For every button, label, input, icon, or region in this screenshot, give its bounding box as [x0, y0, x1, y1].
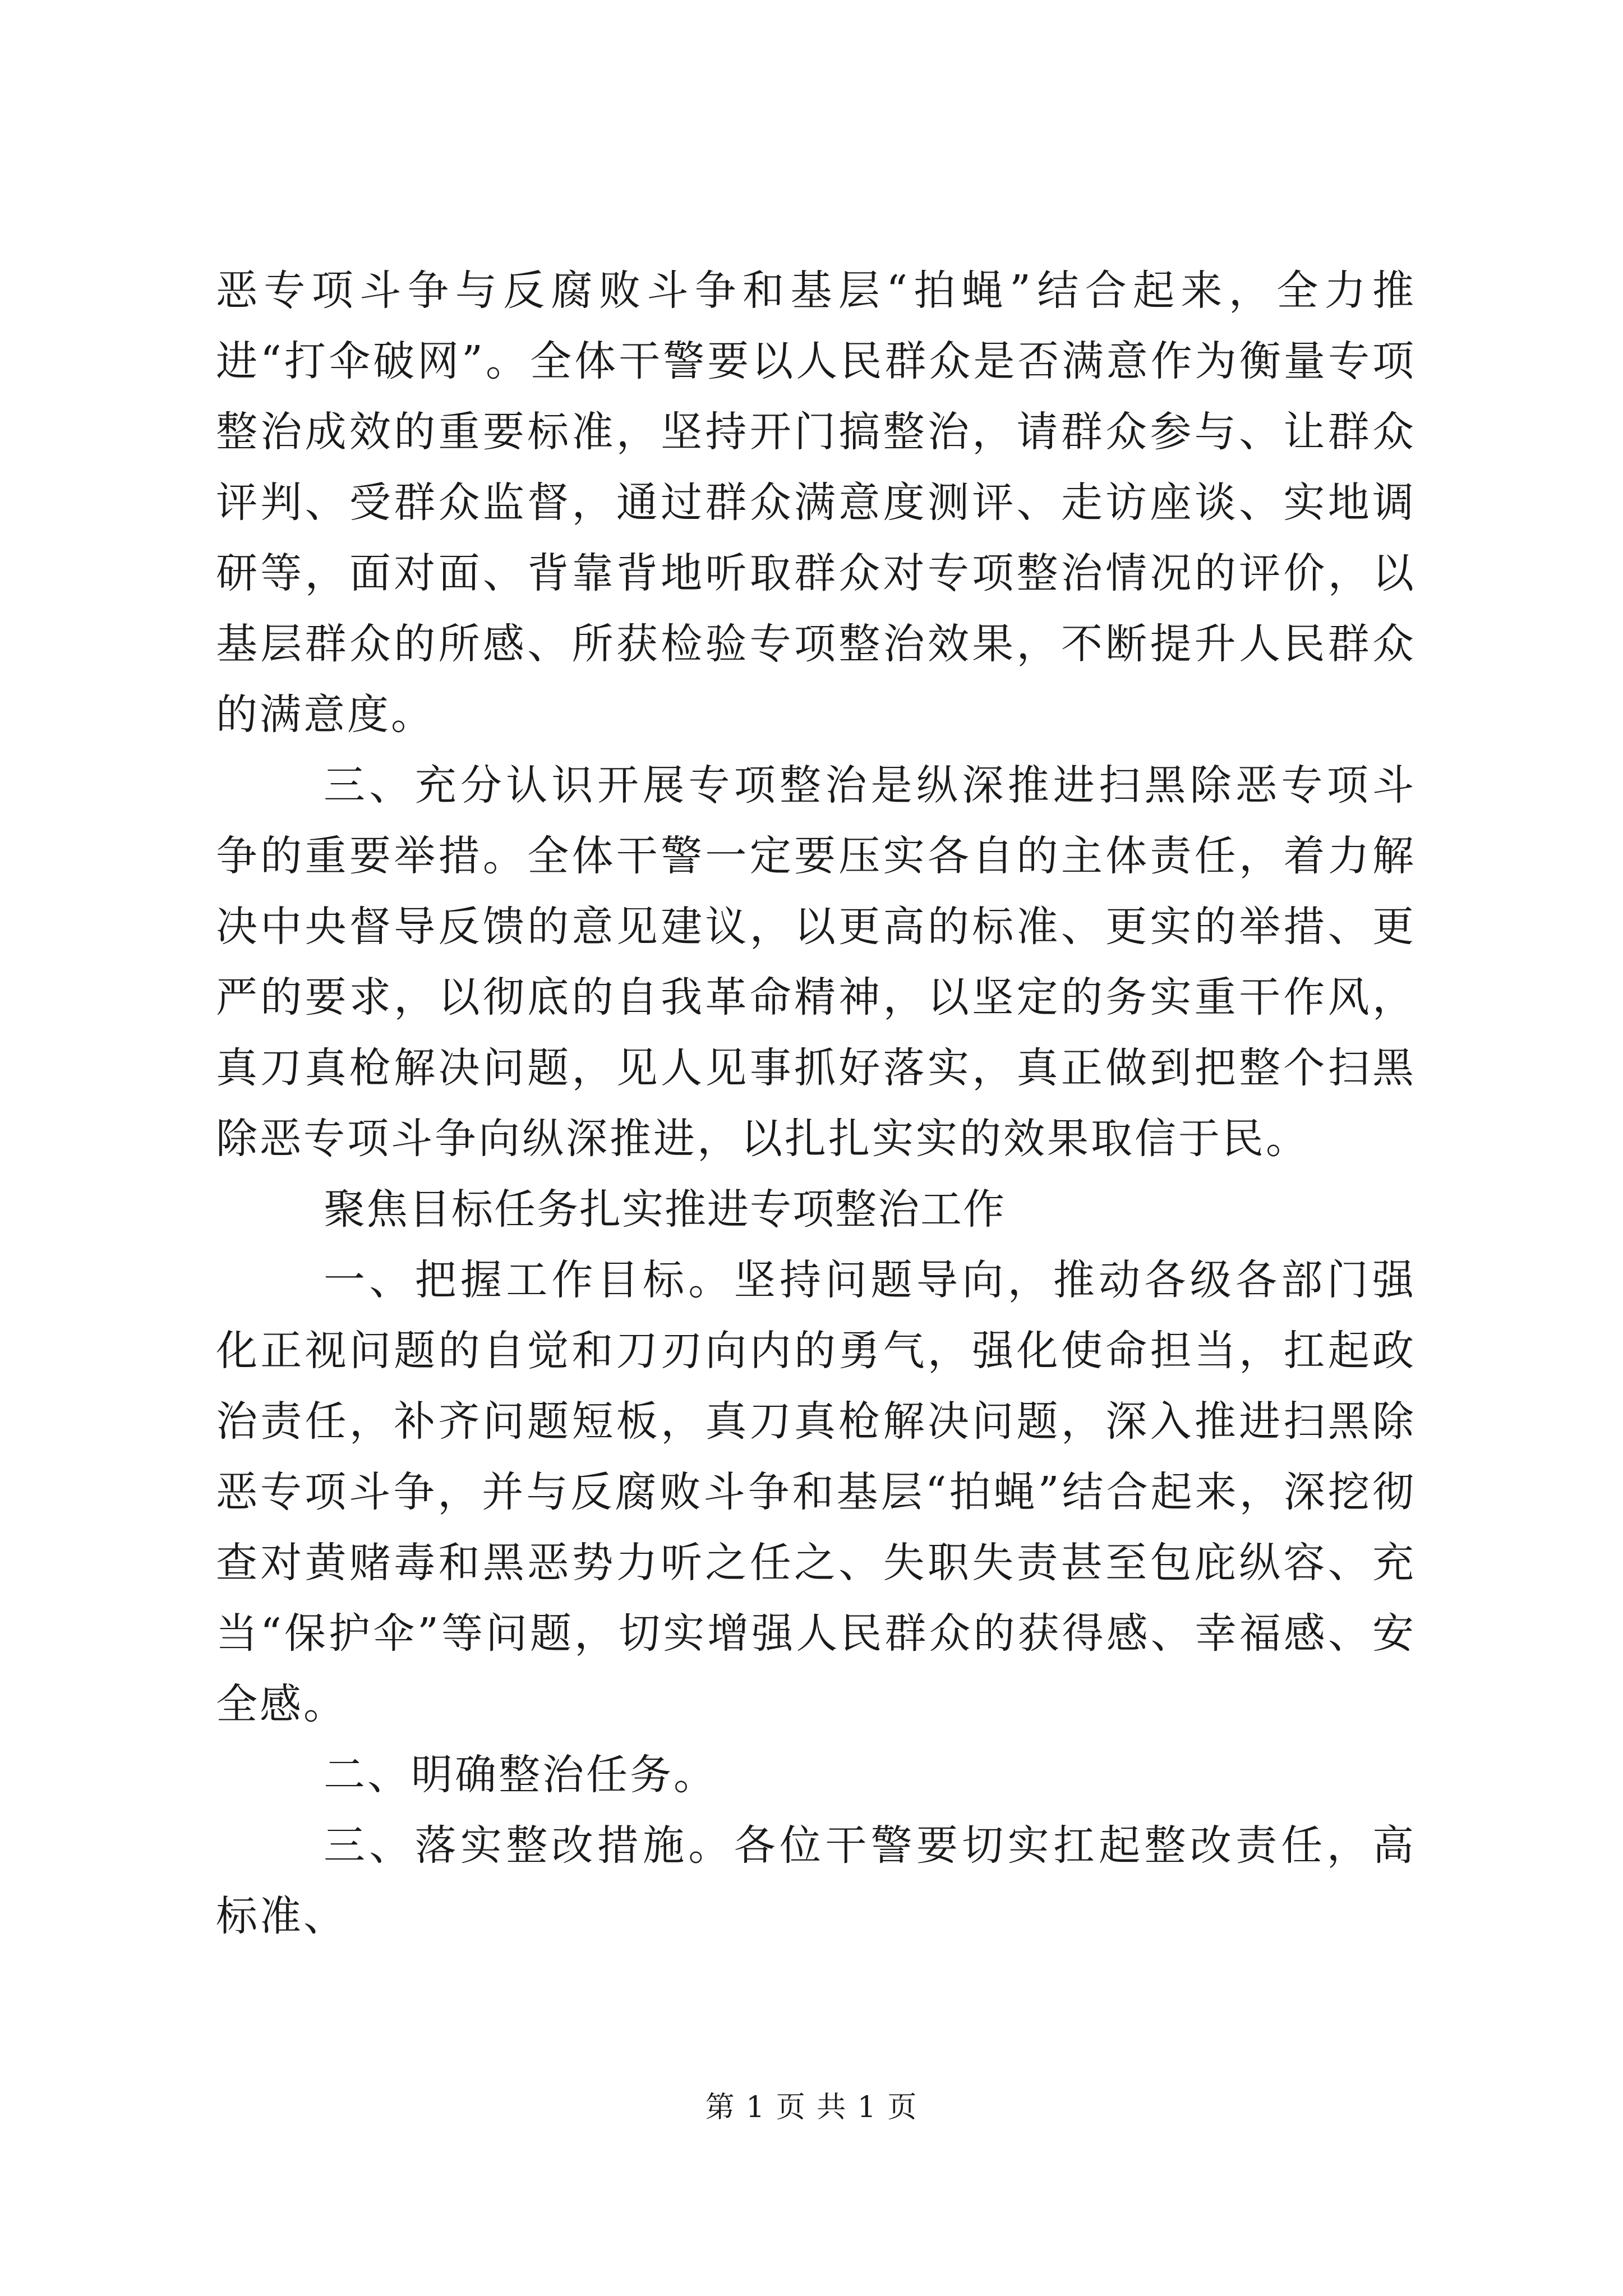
page-footer: 第 1 页 共 1 页 [705, 2091, 918, 2124]
section-heading: 聚焦目标任务扎实推进专项整治工作 [324, 1185, 1006, 1234]
paragraph-item-two: 二、明确整治任务。 [324, 1751, 717, 1799]
paragraph-item-three: 三、落实整改措施。各位干警要切实扛起整改责任，高标准、 [216, 1821, 1416, 1940]
paragraph-section-three: 三、充分认识开展专项整治是纵深推进扫黑除恶专项斗争的重要举措。全体干警一定要压实各自的主体责任，着力解决中央督导反馈的意见建议，以更高的标准、更实的举措、更严的要求，以彻底的自我革命精神，以坚定的务实重干作风，真刀真枪解决问题，见人见事抓好落实，真正做到把整个扫黑除恶专项斗争向纵深推进，以扎扎实实的效果取信于民。 [216, 761, 1416, 1163]
paragraph-continuation: 恶专项斗争与反腐败斗争和基层“拍蝇”结合起来，全力推进“打伞破网”。全体干警要以人民群众是否满意作为衡量专项整治成效的重要标准，坚持开门搞整治，请群众参与、让群众评判、受群众监督，通过群众满意度测评、走访座谈、实地调研等，面对面、背靠背地听取群众对专项整治情况的评价，以基层群众的所感、所获检验专项整治效果，不断提升人民群众的满意度。 [216, 266, 1416, 739]
document-body [216, 255, 1416, 1952]
paragraph-item-one: 一、把握工作目标。坚持问题导向，推动各级各部门强化正视问题的自觉和刀刃向内的勇气，强化使命担当，扛起政治责任，补齐问题短板，真刀真枪解决问题，深入推进扫黑除恶专项斗争，并与反腐败斗争和基层“拍蝇”结合起来，深挖彻查对黄赌毒和黑恶势力听之任之、失职失责甚至包庇纵容、充当“保护伞”等问题，切实增强人民群众的获得感、幸福感、安全感。 [216, 1256, 1416, 1728]
